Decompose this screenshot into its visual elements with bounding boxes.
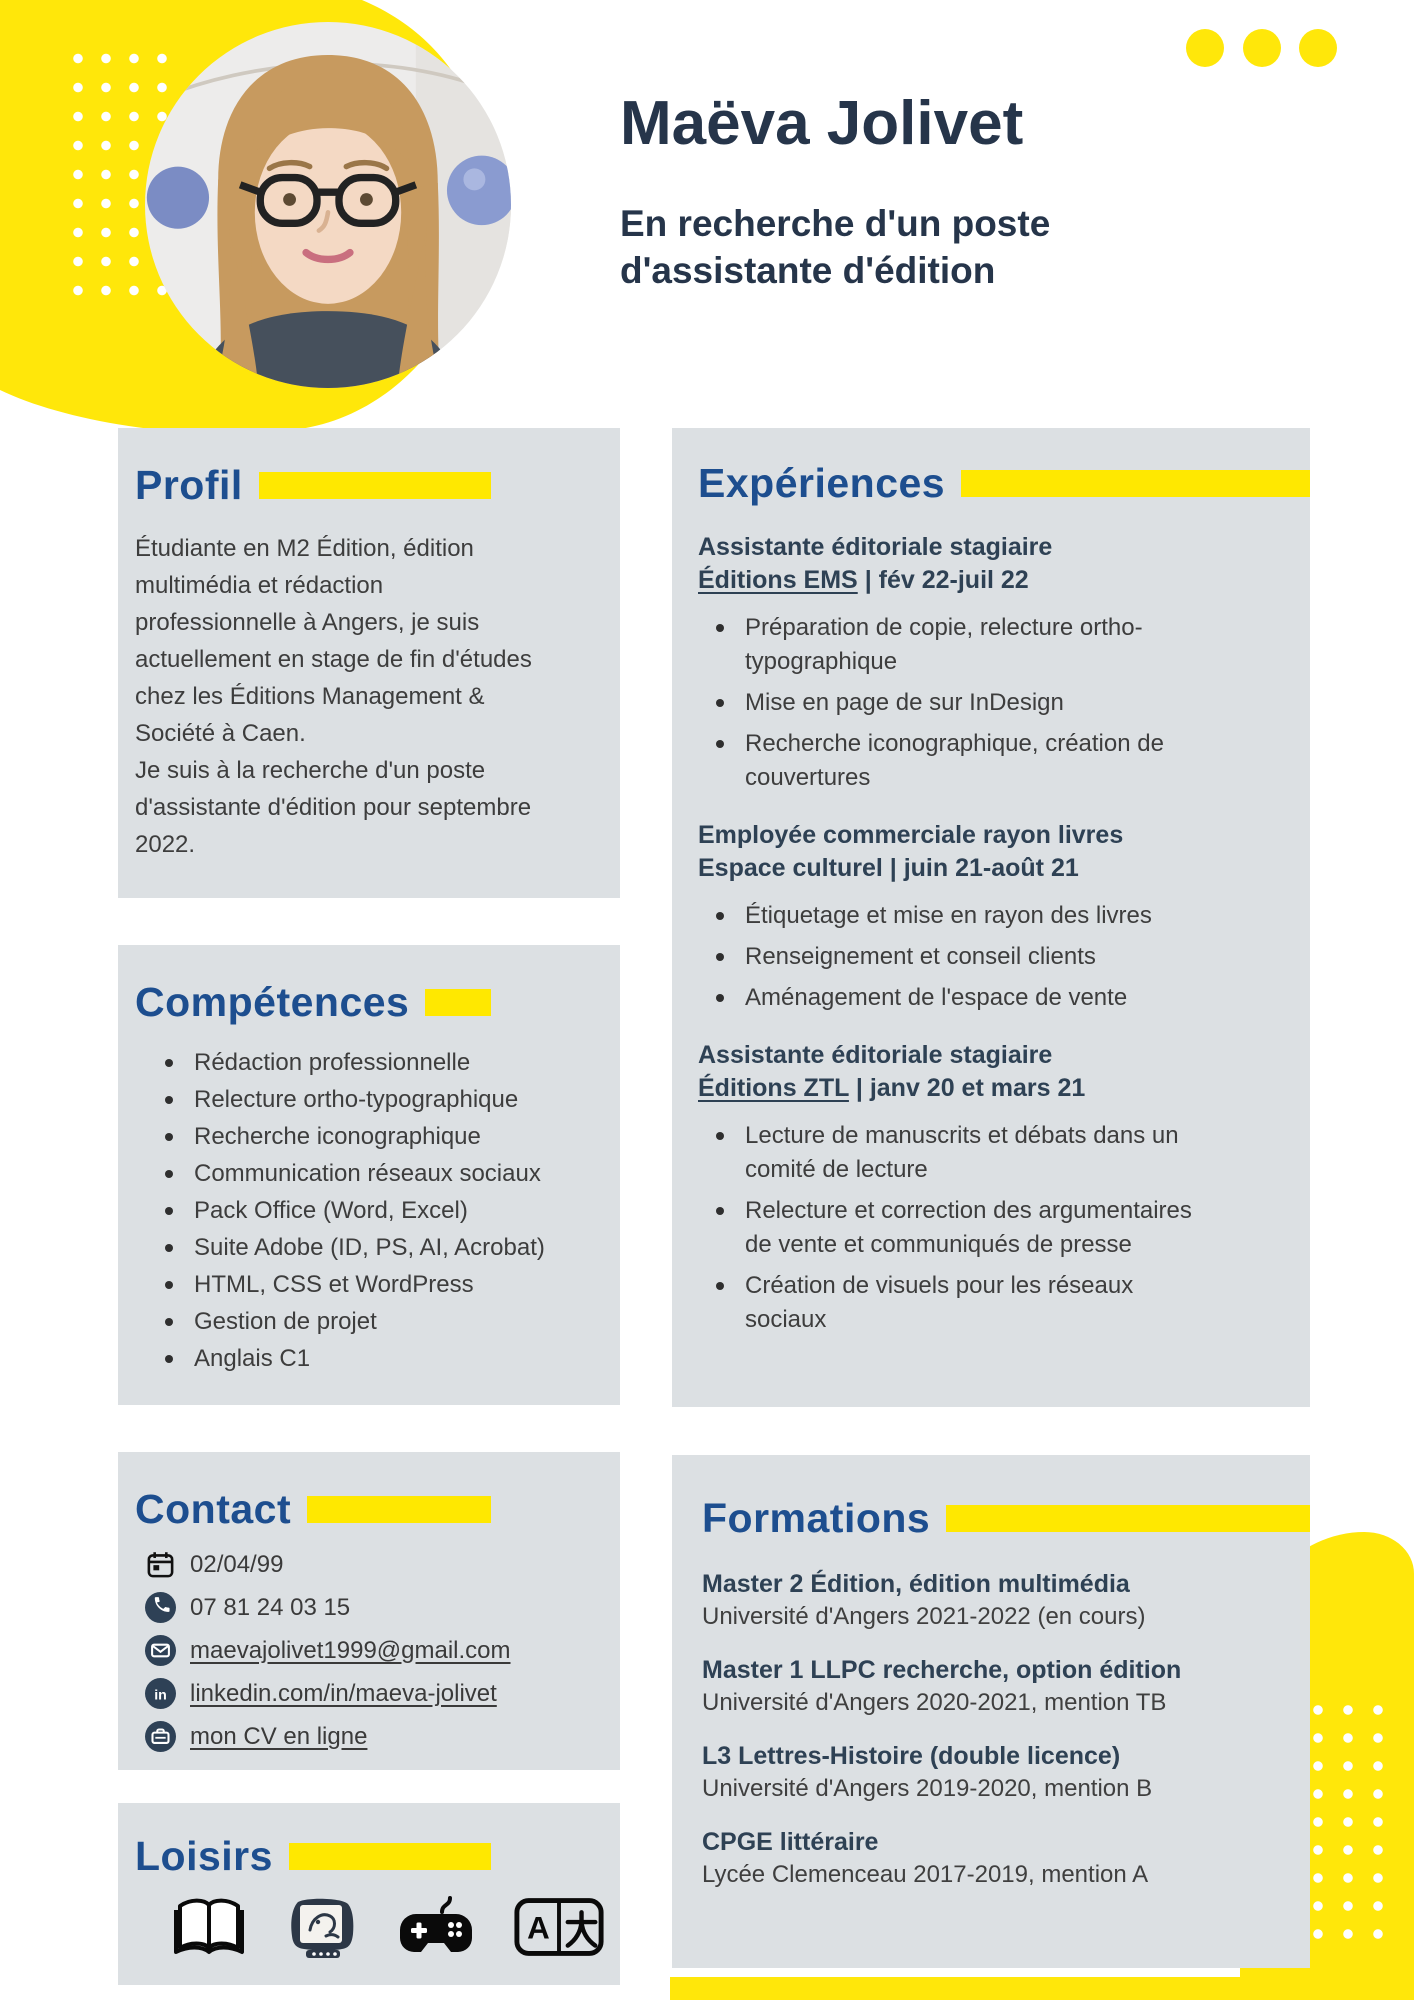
job-entry [698,531,1284,795]
translate-icon [512,1895,606,1959]
bullet-icon [716,740,724,748]
degree-detail: Lycée Clemenceau 2017-2019, mention A [702,1861,1149,1888]
phone-icon [145,1592,176,1623]
linkedin-icon [145,1678,176,1709]
degree-detail: Université d'Angers 2020-2021, mention TB [702,1689,1167,1716]
loisirs-title: Loisirs [135,1833,273,1879]
degree-detail: Université d'Angers 2021-2022 (en cours) [702,1603,1146,1630]
bullet-icon [716,699,724,707]
book-icon [172,1896,246,1958]
bullet-icon [716,1132,724,1140]
cv-icon [145,1721,176,1752]
job-role: Assistante éditoriale stagiaire [698,533,1053,561]
job-bullet: Lecture de manuscrits et débats dans un comité de lecture [698,1119,1284,1187]
email-link[interactable]: maevajolivet1999@gmail.com [190,1636,511,1664]
bullet-icon [716,953,724,961]
section-contact [118,1452,620,1770]
title-bar [259,472,491,499]
profile-photo [145,22,511,388]
job-org: Espace culturel [698,854,883,882]
job-org-link[interactable]: Éditions ZTL [698,1074,849,1102]
list-item: Pack Office (Word, Excel) [135,1192,606,1229]
job-bullet: Création de visuels pour les réseaux sociaux [698,1269,1284,1337]
bullet-icon [716,1207,724,1215]
bullet-icon [716,912,724,920]
section-loisirs [118,1803,620,1985]
yellow-strip-bottom [670,1977,1414,2000]
degree: Master 2 Édition, édition multimédia [702,1570,1130,1598]
email-icon [145,1635,176,1666]
job-bullet: Recherche iconographique, création de couvertures [698,727,1284,795]
list-item: Recherche iconographique [135,1118,606,1155]
job-bullet: Mise en page de sur InDesign [698,686,1284,720]
job-bullet: Préparation de copie, relecture ortho-typographique [698,611,1284,679]
separator: | [855,1074,863,1102]
contact-row-phone: 07 81 24 03 15 [135,1592,606,1623]
title-bar [289,1843,491,1870]
cv-link[interactable]: mon CV en ligne [190,1722,368,1750]
yellow-dot-1 [1186,29,1224,67]
job-bullet: Aménagement de l'espace de vente [698,981,1284,1015]
formation-entry [702,1654,1284,1719]
bullet-icon [165,1207,173,1215]
degree-detail: Université d'Angers 2019-2020, mention B [702,1775,1153,1802]
list-item: Rédaction professionnelle [135,1044,606,1081]
gamepad-icon [398,1896,474,1958]
white-dots-pattern-bottom-right [1303,1696,1393,1948]
bullet-icon [165,1059,173,1067]
job-role: Employée commerciale rayon livres [698,821,1124,849]
linkedin-link[interactable]: linkedin.com/in/maeva-jolivet [190,1679,497,1707]
job-period: fév 22-juil 22 [878,566,1029,594]
separator: | [864,566,872,594]
competences-title: Compétences [135,979,410,1025]
tv-icon [284,1892,360,1962]
title-bar [425,989,491,1016]
degree: Master 1 LLPC recherche, option édition [702,1656,1182,1684]
contact-row-email [135,1635,606,1666]
person-name: Maëva Jolivet [620,89,1024,158]
bullet-icon [165,1281,173,1289]
title-bar [946,1505,1310,1532]
svg-text:in: in [154,1687,167,1704]
title-bar [307,1496,491,1523]
contact-row-birthdate: 02/04/99 [135,1549,606,1580]
job-role: Assistante éditoriale stagiaire [698,1041,1053,1069]
job-entry [698,1039,1284,1337]
section-competences [118,945,620,1405]
job-entry [698,819,1284,1015]
section-profil [118,428,620,898]
formation-entry [702,1826,1284,1891]
formation-entry [702,1740,1284,1805]
contact-title: Contact [135,1486,292,1532]
list-item: Anglais C1 [135,1340,606,1377]
contact-row-linkedin [135,1678,606,1709]
job-bullet: Renseignement et conseil clients [698,940,1284,974]
bullet-icon [165,1355,173,1363]
bullet-icon [165,1096,173,1104]
job-period: janv 20 et mars 21 [869,1074,1086,1102]
degree: CPGE littéraire [702,1828,879,1856]
section-experiences [672,428,1310,1407]
yellow-dot-2 [1243,29,1281,67]
job-org-link[interactable]: Éditions EMS [698,566,858,594]
section-formations [672,1455,1310,1968]
bullet-icon [165,1244,173,1252]
bullet-icon [165,1170,173,1178]
bullet-icon [165,1318,173,1326]
separator: | [889,854,897,882]
bullet-icon [716,994,724,1002]
yellow-dot-3 [1299,29,1337,67]
title-bar [961,470,1310,497]
experiences-title: Expériences [698,460,946,506]
list-item: Communication réseaux sociaux [135,1155,606,1192]
job-bullet: Étiquetage et mise en rayon des livres [698,899,1284,933]
degree: L3 Lettres-Histoire (double licence) [702,1742,1121,1770]
list-item: Relecture ortho-typographique [135,1081,606,1118]
list-item: Suite Adobe (ID, PS, AI, Acrobat) [135,1229,606,1266]
formation-entry [702,1568,1284,1633]
portrait-illustration [145,22,511,388]
formations-title: Formations [702,1495,931,1541]
profil-title: Profil [135,462,243,508]
svg-text:A: A [527,1910,550,1946]
bullet-icon [716,1282,724,1290]
bullet-icon [165,1133,173,1141]
profil-paragraph: Je suis à la recherche d'un poste d'assistante d'édition pour septembre 2022. [135,757,532,858]
job-bullet: Relecture et correction des argumentaires de vente et communiqués de presse [698,1194,1284,1262]
headline: En recherche d'un poste d'assistante d'édition [620,203,1051,291]
bullet-icon [716,624,724,632]
list-item: Gestion de projet [135,1303,606,1340]
contact-row-cv [135,1721,606,1752]
job-period: juin 21-août 21 [903,854,1079,882]
list-item: HTML, CSS et WordPress [135,1266,606,1303]
profil-paragraph: Étudiante en M2 Édition, édition multimédia et rédaction professionnelle à Angers, je suis actuellement en stage de fin d'études chez les Éditions Management & Société à Caen. [135,535,532,747]
calendar-icon [145,1549,176,1580]
